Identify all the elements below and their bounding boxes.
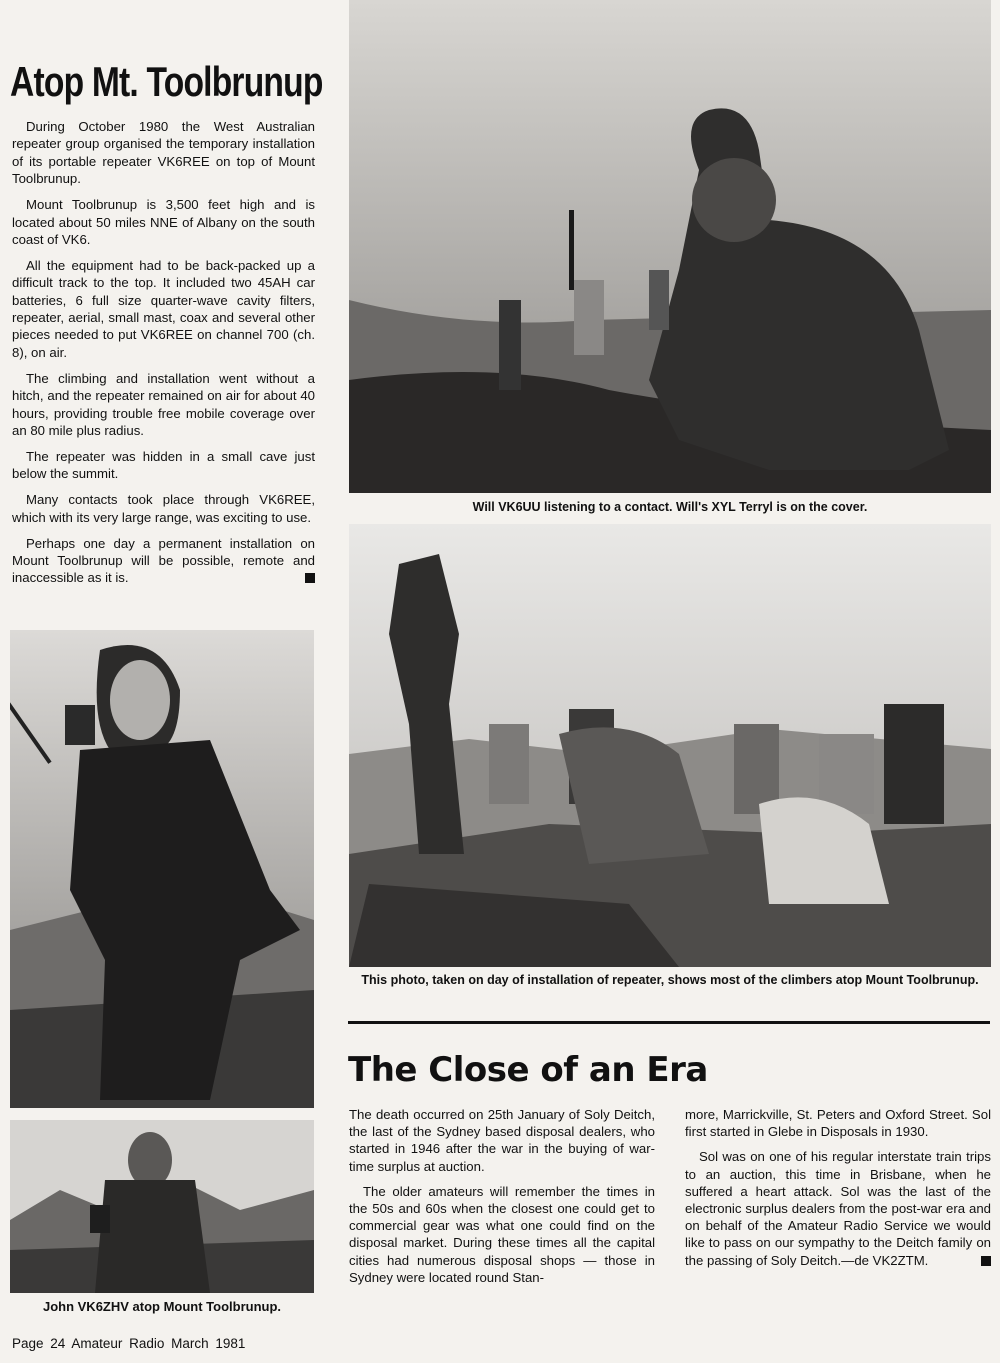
divider-rule <box>348 1021 990 1024</box>
paragraph: Many contacts took place through VK6REE, which with its very large range, was exciting to use. <box>12 492 315 525</box>
paragraph: The death occurred on 25th January of Soly Deitch, the last of the Sydney based disposal dealers, who started in 1946 after the war in the buying of war-time surplus at auction. <box>349 1107 655 1174</box>
caption-will: Will VK6UU listening to a contact. Will's XYL Terryl is on the cover. <box>472 500 868 514</box>
magazine-name: Amateur Radio <box>71 1336 165 1351</box>
paragraph-text: Sol was on one of his regular interstate train trips to an auction, this time in Brisbane, when he suffered a heart attack. Sol was the last of the electronic surplus dealers from the post-war era and on behalf of the Amateur Radio Service we would like to pass on our sympathy to the Deitch family on the passing of Soly Deitch.—de VK2ZTM. <box>685 1149 991 1268</box>
article-body-left-column <box>349 1106 655 1294</box>
article-body-right-column <box>685 1106 991 1277</box>
photo-john-vk6zhv-small <box>10 1120 314 1293</box>
paragraph: During October 1980 the West Australian repeater group organised the temporary installation of its portable repeater VK6REE on top of Mount Toolbrunup. <box>12 119 315 187</box>
paragraph: The older amateurs will remember the times in the 50s and 60s when the closest one could get to commercial gear was what one could find on the disposal market. During these times all the capital cities had numerous disposal shops — those in Sydney were located round Stan- <box>349 1183 655 1285</box>
article-body-toolbrunup <box>12 118 315 595</box>
article-title-close-of-era: The Close of an Era <box>348 1050 708 1090</box>
caption-john: John VK6ZHV atop Mount Toolbrunup. <box>42 1299 282 1314</box>
paragraph: Mount Toolbrunup is 3,500 feet high and is located about 50 miles NNE of Albany on the south coast of VK6. <box>12 197 315 247</box>
paragraph: more, Marrickville, St. Peters and Oxford Street. Sol first started in Glebe in Disposals in 1930. <box>685 1107 991 1140</box>
paragraph: The repeater was hidden in a small cave just below the summit. <box>12 448 315 482</box>
page-number: Page 24 <box>12 1336 66 1351</box>
paragraph-last <box>12 535 315 587</box>
page-footer <box>12 1336 245 1351</box>
paragraph: All the equipment had to be back-packed up a difficult track to the top. It included two 45AH car batteries, 6 full size quarter-wave cavity filters, repeater, aerial, small mast, coax and several other pieces needed to put VK6REE on channel 700 (ch. 8), on air. <box>12 257 315 360</box>
article-title-toolbrunup: Atop Mt. Toolbrunup <box>10 58 323 105</box>
paragraph-last <box>685 1148 991 1268</box>
photo-john-vk6zhv-large <box>10 630 314 1108</box>
paragraph: The climbing and installation went without a hitch, and the repeater remained on air for about 40 hours, providing trouble free mobile coverage over an 80 mile plus radius. <box>12 370 315 438</box>
end-mark-icon <box>981 1256 991 1266</box>
photo-climbers-group <box>349 524 991 967</box>
issue-date: March 1981 <box>171 1336 246 1351</box>
photo-will-vk6uu <box>349 0 991 493</box>
end-mark-icon <box>305 573 315 583</box>
caption-group: This photo, taken on day of installation of repeater, shows most of the climbers atop Mount Toolbrunup. <box>361 973 979 987</box>
paragraph-text: Perhaps one day a permanent installation on Mount Toolbrunup will be possible, remote and inaccessible as it is. <box>12 535 315 586</box>
